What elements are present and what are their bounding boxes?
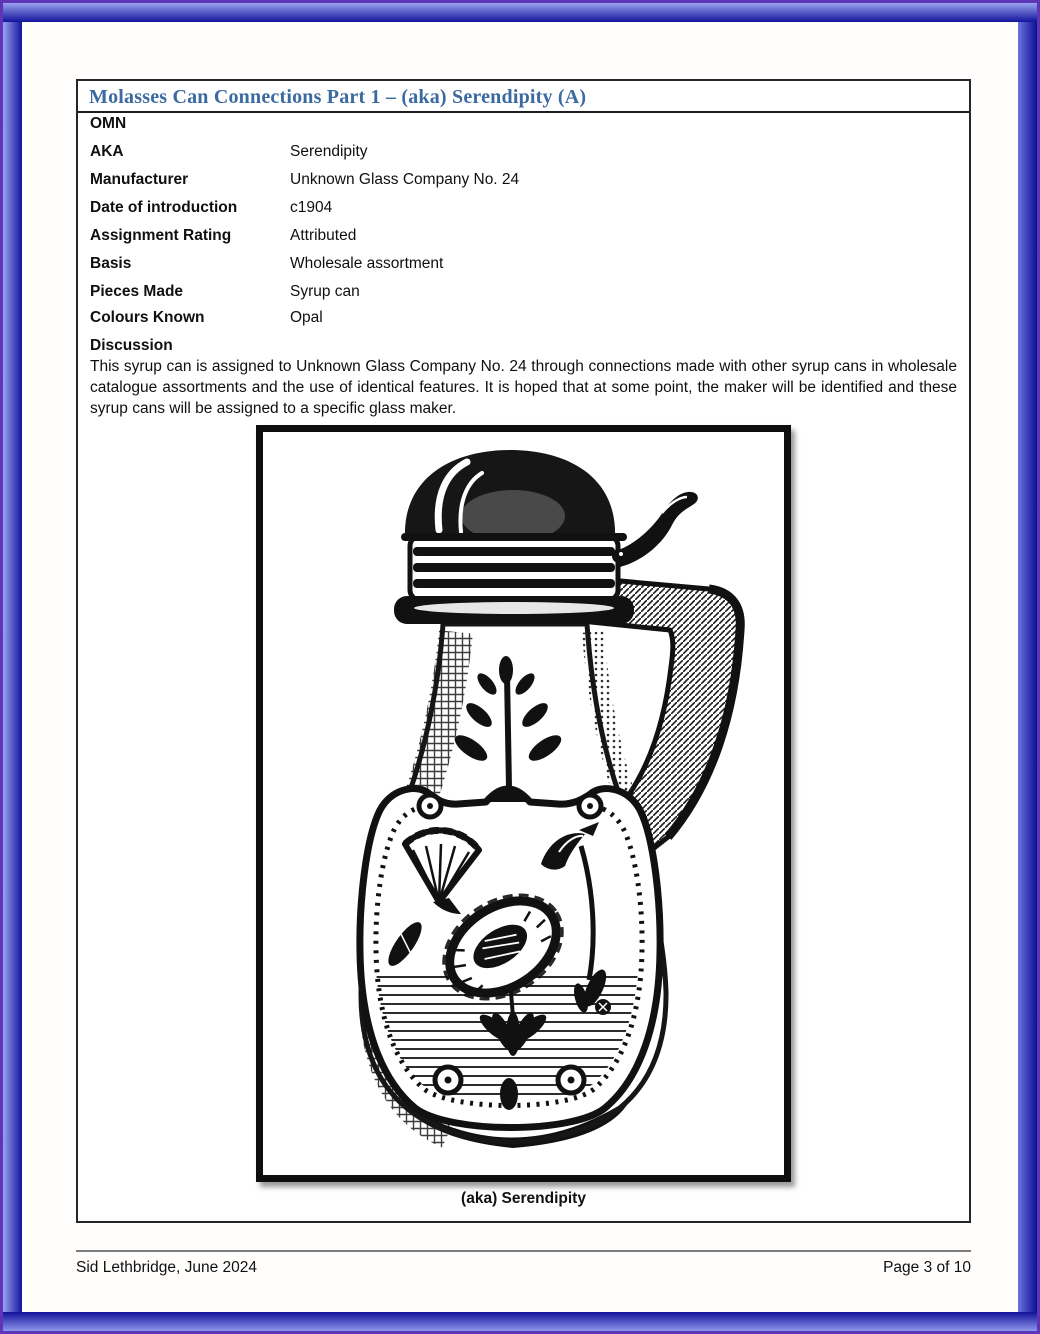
field-row-pieces: [90, 283, 957, 301]
figure-caption: (aka) Serendipity: [461, 1190, 586, 1207]
field-row-colours: [90, 309, 957, 327]
field-label: OMN: [90, 115, 127, 132]
footer-page-number: Page 3 of 10: [883, 1259, 971, 1276]
field-value: Unknown Glass Company No. 24: [290, 171, 520, 188]
border-band-bottom: [3, 1312, 1037, 1331]
content-box: [76, 79, 971, 1223]
field-table: [90, 115, 957, 327]
lid-thumbpiece: [612, 492, 698, 567]
page-footer: [76, 1250, 971, 1277]
field-value: c1904: [290, 199, 333, 216]
field-label: Date of introduction: [90, 199, 238, 216]
page-title: Molasses Can Connections Part 1 – (aka) Serendipity (A): [78, 81, 969, 113]
field-row-basis: [90, 255, 957, 273]
field-value: Serendipity: [290, 143, 368, 160]
field-row-omn: [90, 115, 957, 133]
field-row-date: [90, 199, 957, 217]
syrup-can-illustration: [263, 432, 784, 1175]
field-label: Assignment Rating: [90, 227, 232, 244]
border-band-right: [1018, 3, 1037, 1331]
lid-rings: [410, 536, 618, 600]
discussion-paragraph: This syrup can is assigned to Unknown Glass Company No. 24 through connections made with other syrup cans in wholesale catalogue assortments and the use of identical features. It is hoped that at some point, the maker will be identified and these syrup cans will be assigned to a specific glass maker.: [90, 358, 957, 417]
field-label: Colours Known: [90, 309, 205, 326]
field-value: Syrup can: [290, 283, 360, 300]
field-row-manufacturer: [90, 171, 957, 189]
document-page: [22, 22, 1018, 1312]
figure-frame: [256, 425, 791, 1182]
field-value: Opal: [290, 309, 323, 326]
field-label: Basis: [90, 255, 132, 272]
footer-author-date: Sid Lethbridge, June 2024: [76, 1259, 257, 1276]
border-band-left: [3, 3, 22, 1331]
field-label: Pieces Made: [90, 283, 184, 300]
field-value: [290, 115, 957, 133]
discussion-section: [90, 337, 957, 419]
field-row-aka: [90, 143, 957, 161]
field-value: Wholesale assortment: [290, 255, 444, 272]
border-band-top: [3, 3, 1037, 22]
field-label: AKA: [90, 143, 124, 160]
field-value: Attributed: [290, 227, 357, 244]
lid-collar: [394, 596, 634, 624]
lid-dome: [401, 450, 627, 542]
field-label: Manufacturer: [90, 171, 189, 188]
discussion-heading: Discussion: [90, 337, 173, 354]
field-row-rating: [90, 227, 957, 245]
figure-block: [78, 425, 969, 1208]
